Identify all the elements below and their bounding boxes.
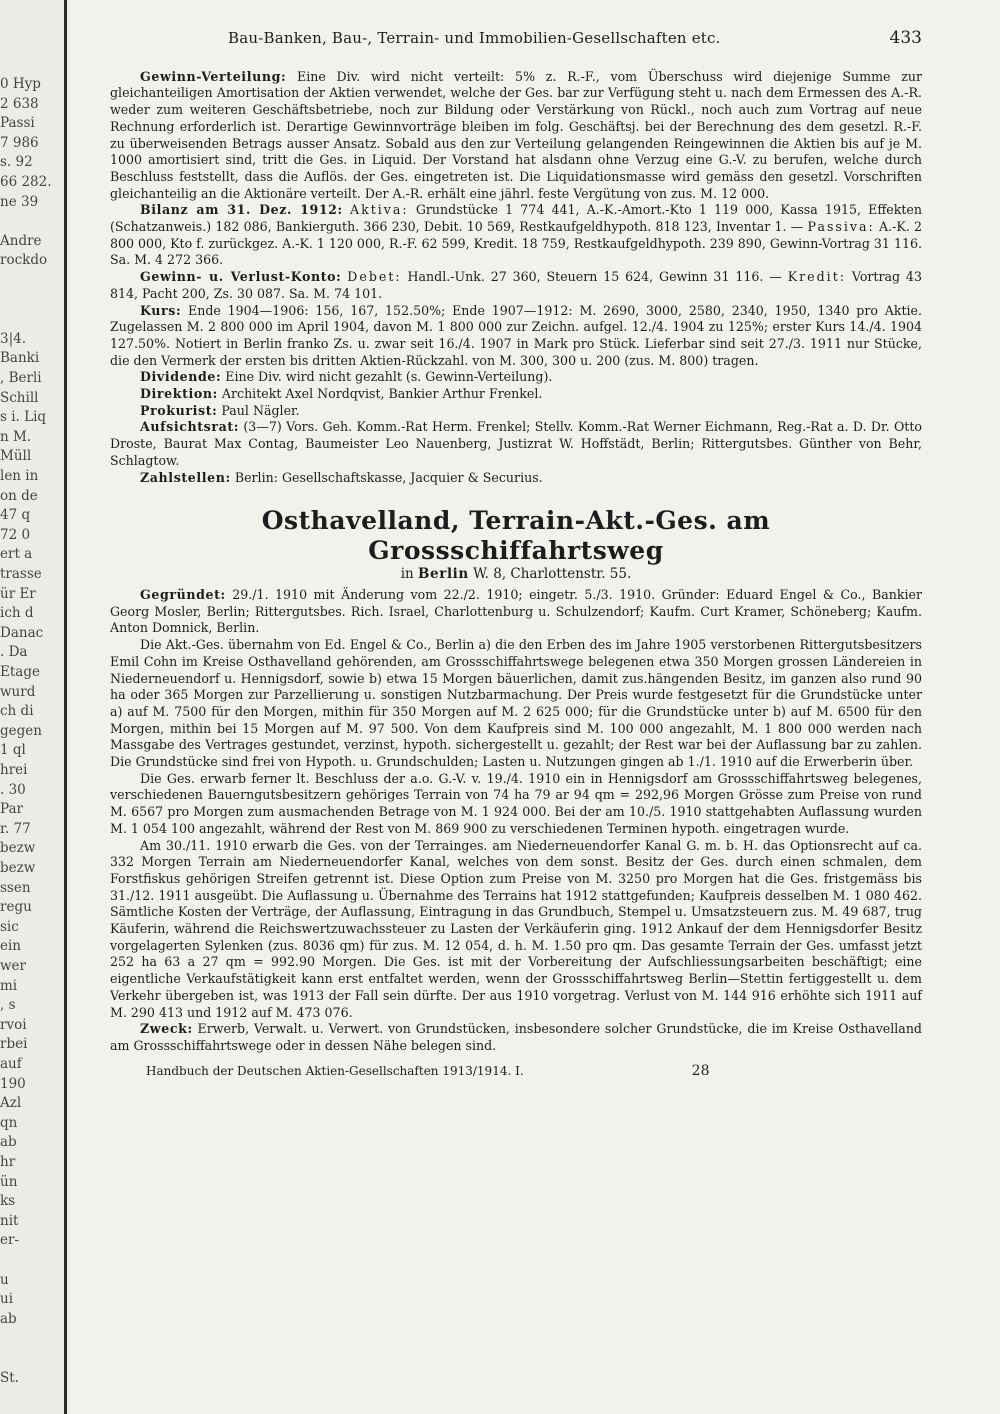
zahlstellen-text: Berlin: Gesellschaftskasse, Jacquier & Securius.	[234, 469, 543, 485]
gutter-fragment: regu	[0, 899, 32, 916]
gutter-fragment: er-	[0, 1232, 20, 1249]
gutter-fragment: . 30	[0, 781, 26, 798]
gutter-fragment: sic	[0, 918, 19, 935]
gutter-fragment: wer	[0, 958, 26, 974]
gutter-fragment: Passi	[0, 115, 35, 132]
signature-mark: 28	[691, 1062, 710, 1079]
gutter-fragment: u	[0, 1271, 9, 1288]
aufsichtsrat-label: Aufsichtsrat:	[140, 419, 240, 435]
bilanz-aktiva: Grundstücke 1 774 441, A.-K.-Amort.-Kto 1 119 000, Kassa 1915, Effekten (Schatzanweis.) 182 086, Bankierguth. 366 230, Debit. 10 569, Restkaufgeldhypoth. 818 123, Inventar 1. —	[110, 202, 922, 235]
gewinn-verteilung-paragraph	[110, 69, 922, 203]
gutter-fragment: rvoi	[0, 1016, 27, 1033]
zweck-label: Zweck:	[140, 1021, 193, 1037]
gutter-fragment: s. 92	[0, 154, 33, 171]
bilanz-passiva: A.-K. 2 800 000, Kto f. zurückgez. A.-K. 1 120 000, R.-F. 62 599, Kredit. 18 759, Restkaufgeldhypoth. 239 890, Gewinn-Vortrag 31 116. Sa. M. 4 272 366.	[110, 219, 922, 268]
gutter-fragment: qn	[0, 1114, 18, 1131]
gutter-fragment: Par	[0, 801, 23, 818]
page-header	[110, 30, 922, 47]
gutter-fragment: hr	[0, 1154, 16, 1170]
gutter-fragment: 72 0	[0, 526, 31, 543]
gutter-fragment: 3|4.	[0, 330, 27, 347]
body-paragraph: Die Akt.-Ges. übernahm von Ed. Engel & Co., Berlin a) die den Erben des im Jahre 1905 verstorbenen Rittergutsbesitzers Emil Cohn im Kreise Osthavelland gehörenden, am Grossschiffahrtswege belegenen etwa 350 Morgen grossen Ländereien in Niederneuendorf u. Hennigsdorf, sowie b) etwa 15 Morgen bäuerlichen, damit zus.hängenden Besitz, im ganzen also rund 90 ha oder 365 Morgen zur Parzellierung u. sonstigen Nutzbarmachung. Der Preis wurde festgesetzt für die Grundstücke unter a) auf M. 7500 für den Morgen, mithin für 350 Morgen auf M. 2 625 000; für die Grundstücke unter b) auf M. 6500 für den Morgen, mithin bei 15 Morgen auf M. 97 500. Von dem Kaufpreis sind M. 100 000 angezahlt, M. 1 800 000 werden nach Massgabe des Vertrages gestundet, verzinst, hypoth. sichergestellt u. gezahlt; der Rest war bei der Auflassung bar zu zahlen. Die Grundstücke sind frei von Hypoth. u. Grundschulden; Lasten u. Nutzungen gingen ab 1./1. 1910 auf die Erwerberin über.	[110, 637, 922, 770]
gutter-fragment: ks	[0, 1193, 16, 1210]
gutter-fragment: Etage	[0, 664, 40, 680]
aktiva-word: Aktiva:	[349, 202, 409, 218]
gegruendet-paragraph	[110, 587, 922, 637]
gutter-fragment: ch di	[0, 703, 34, 720]
direktion-text: Architekt Axel Nordqvist, Bankier Arthur Frenkel.	[221, 386, 543, 402]
dividende-label: Dividende:	[140, 369, 222, 385]
gutter-fragment: Andre	[0, 232, 42, 249]
gewinn-verlust-label: Gewinn- u. Verlust-Konto:	[140, 269, 342, 285]
direktion-label: Direktion:	[140, 386, 218, 402]
page-column	[110, 30, 922, 1079]
gutter-fragment: hrei	[0, 762, 28, 778]
gewinn-verlust-paragraph	[110, 269, 922, 302]
page-binding-rule	[64, 0, 67, 1414]
gutter-fragment: wurd	[0, 683, 36, 700]
gutter-fragment: . Da	[0, 644, 28, 661]
gutter-fragment: rbei	[0, 1036, 28, 1053]
gutter-fragment: ab	[0, 1134, 17, 1151]
zweck-paragraph	[110, 1021, 922, 1054]
gutter-fragment: Azl	[0, 1095, 22, 1112]
direktion-paragraph	[110, 386, 922, 403]
gutter-fragment: n M.	[0, 428, 32, 445]
gutter-fragment: bezw	[0, 840, 36, 857]
gutter-fragment: ert a	[0, 546, 33, 563]
gutter-fragment: 1 ql	[0, 742, 26, 759]
page-number: 433	[889, 28, 922, 48]
page-footer	[110, 1063, 922, 1080]
gutter-fragment: 7 986	[0, 134, 39, 151]
gewinn-verteilung-text: Eine Div. wird nicht verteilt: 5% z. R.-F., vom Überschuss wird diejenige Summe zur gleichanteiligen Amortisation der Aktien verwendet, welche der Ges. bar zur Verfügung steht u. nach dem Ermessen des A.-R. weder zum weiteren Geschäftsbetriebe, noch zur Bildung oder Verstärkung von Rückl., noch auch zum Vortrag auf neue Rechnung erforderlich ist. Derartige Gewinnvorträge bleiben im folg. Geschäftsj. bei der Berechnung des dem gesetzl. R.-F. zu überweisenden Betrags ausser Ansatz. Sobald aus den zur Verteilung gelangenden Reingewinnen die Aktien bis auf je M. 1000 amortisiert sind, tritt die Ges. in Liquid. Der Vorstand hat alsdann ohne Verzug eine G.-V. zu berufen, welche durch Beschluss feststellt, dass die Auflös. der Ges. eingetreten ist. Die Liquidationsmasse wird gemäss den gesetzl. Vorschriften gleichanteilig an die Aktionäre verteilt. Der A.-R. erhält eine jährl. feste Vergütung von zus. M. 12 000.	[110, 68, 922, 201]
kredit-word: Kredit:	[787, 269, 846, 285]
gutter-fragment: , Berli	[0, 370, 42, 386]
gutter-fragment: rockdo	[0, 252, 48, 269]
gutter-fragment: ün	[0, 1173, 18, 1190]
location-city: Berlin	[418, 566, 469, 583]
gutter-fragment: ich d	[0, 605, 34, 622]
debet-word: Debet:	[347, 269, 402, 285]
gutter-fragment: mi	[0, 977, 18, 994]
gutter-fragment: nit	[0, 1212, 19, 1229]
body-paragraph: Am 30./11. 1910 erwarb die Ges. von der Terrainges. am Niederneuendorfer Kanal G. m. b. H. das Optionsrecht auf ca. 332 Morgen Terrain am Niederneuendorfer Kanal, welches von dem sonst. Besitz der Ges. durch einen schmalen, dem Forstfiskus gehörigen Streifen getrennt ist. Diese Option zum Preise von M. 3250 pro Morgen hat die Ges. fristgemäss bis 31./12. 1911 ausgeübt. Die Auflassung u. Übernahme des Terrains hat 1912 stattgefunden; Kaufpreis desselben M. 1 080 462. Sämtliche Kosten der Verträge, der Auflassung, Eintragung in das Grundbuch, Stempel u. Umsatzsteuern zus. M. 49 687, trug Käuferin, während die Reichswertzuwachssteuer zu Lasten der Verkäuferin ging. 1912 Ankauf der dem Hennigsdorfer Besitz vorgelagerten Sylenken (zus. 8036 qm) für zus. M. 12 054, d. h. M. 1.50 pro qm. Das gesamte Terrain der Ges. umfasst jetzt 252 ha 63 a 27 qm = 992.90 Morgen. Die Ges. ist mit der Vorbereitung der Aufschliessungsarbeiten beschäftigt; eine eigentliche Verkaufstätigkeit kann erst entfaltet werden, wenn der Grossschiffahrtsweg Berlin—Stettin fertiggestellt u. dem Verkehr übergeben ist, was 1913 der Fall sein dürfte. Der aus 1910 vorgetrag. Verlust von M. 144 916 erhöhte sich 1911 auf M. 290 413 und 1912 auf M. 473 076.	[110, 837, 922, 1020]
gegruendet-label: Gegründet:	[140, 586, 226, 602]
bilanz-paragraph	[110, 202, 922, 269]
gutter-fragment: Müll	[0, 448, 32, 465]
gutter-fragment: gegen	[0, 722, 42, 739]
running-title: Bau-Banken, Bau-, Terrain- und Immobilien-Gesellschaften etc.	[228, 29, 721, 47]
konto-kredit: Vortrag 43 814, Pacht 200, Zs. 30 087. Sa. M. 74 101.	[110, 269, 922, 301]
passiva-word: Passiva:	[807, 219, 875, 235]
gutter-fragment: 190	[0, 1075, 26, 1092]
location-prefix: in	[400, 566, 414, 583]
gewinn-verteilung-label: Gewinn-Verteilung:	[140, 68, 287, 84]
firm-location	[110, 566, 922, 583]
gutter-fragment: r. 77	[0, 820, 31, 837]
aufsichtsrat-text: (3—7) Vors. Geh. Komm.-Rat Herm. Frenkel; Stellv. Komm.-Rat Werner Eichmann, Reg.-Rat a. D. Dr. Otto Droste, Baurat Max Contag, Baumeister Leo Nauenberg, Justizrat W. Hoffstädt, Berlin; Rittergutsbes. Günther von Behr, Schlagtow.	[110, 419, 922, 468]
gutter-fragment: Banki	[0, 350, 40, 367]
adjacent-page-edge	[0, 0, 70, 1414]
gutter-fragment: ssen	[0, 879, 31, 896]
firm-title: Osthavelland, Terrain-Akt.-Ges. am Grossschiffahrtsweg	[261, 506, 771, 566]
gutter-fragment: s i. Liq	[0, 409, 47, 426]
gutter-fragment: ne 39	[0, 193, 39, 210]
gutter-fragment: Schill	[0, 389, 39, 406]
prokurist-text: Paul Nägler.	[221, 402, 300, 418]
gutter-fragment: 66 282.	[0, 174, 52, 190]
gutter-fragment: ui	[0, 1291, 14, 1308]
aufsichtsrat-paragraph	[110, 419, 922, 469]
gutter-fragment: ein	[0, 938, 22, 955]
dividende-paragraph	[110, 369, 922, 386]
prokurist-label: Prokurist:	[140, 402, 218, 418]
bilanz-label: Bilanz am 31. Dez. 1912:	[140, 202, 343, 218]
gutter-fragment: trasse	[0, 566, 42, 582]
gutter-fragment: ab	[0, 1310, 17, 1327]
kurs-paragraph	[110, 303, 922, 370]
gutter-fragment: St.	[0, 1369, 19, 1386]
zweck-text: Erwerb, Verwalt. u. Verwert. von Grundstücken, insbesondere solcher Grundstücke, die im Kreise Osthavelland am Grossschiffahrtswege oder in dessen Nähe belegen sind.	[110, 1021, 922, 1053]
gutter-fragment: 47 q	[0, 507, 31, 524]
gutter-fragment: Danac	[0, 624, 44, 641]
gutter-fragment: len in	[0, 468, 39, 484]
gutter-fragment: ür Er	[0, 585, 36, 602]
gutter-fragment: bezw	[0, 860, 36, 876]
gegruendet-text: 29./1. 1910 mit Änderung vom 22./2. 1910; eingetr. 5./3. 1910. Gründer: Eduard Engel & Co., Bankier Georg Mosler, Berlin; Rittergutsbes. Rich. Israel, Charlottenburg u. Schulzendorf; Kaufm. Curt Kramer, Schöneberg; Kaufm. Anton Domnick, Berlin.	[110, 586, 922, 636]
zahlstellen-label: Zahlstellen:	[140, 469, 231, 485]
gutter-fragment: 0 Hyp	[0, 76, 41, 92]
kurs-text: Ende 1904—1906: 156, 167, 152.50%; Ende 1907—1912: M. 2690, 3000, 2580, 2340, 1950, 1340 pro Aktie. Zugelassen M. 2 800 000 im April 1904, davon M. 1 800 000 zur Zeichn. aufgel. 12./4. 1904 zu 125%; erster Kurs 14./4. 1904 127.50%. Notiert in Berlin franko Zs. u. zwar seit 16./4. 1907 in Mark pro Stück. Lieferbar sind seit 27./3. 1911 nur Stücke, die den Vermerk der ersten bis dritten Aktien-Rückzahl. von M. 300, 300 u. 200 (zus. M. 800) tragen.	[110, 302, 922, 368]
kurs-label: Kurs:	[140, 302, 182, 318]
gutter-fragment: , s	[0, 997, 16, 1014]
konto-debet: Handl.-Unk. 27 360, Steuern 15 624, Gewinn 31 116. —	[407, 269, 782, 285]
gutter-fragment: on de	[0, 487, 38, 504]
footer-publication: Handbuch der Deutschen Aktien-Gesellschaften 1913/1914. I.	[146, 1063, 524, 1078]
zahlstellen-paragraph	[110, 470, 922, 487]
gutter-fragment: auf	[0, 1056, 22, 1072]
dividende-text: Eine Div. wird nicht gezahlt (s. Gewinn-Verteilung).	[225, 369, 553, 385]
location-address: W. 8, Charlottenstr. 55.	[473, 566, 632, 583]
gutter-fragment: 2 638	[0, 95, 39, 112]
prokurist-paragraph	[110, 403, 922, 420]
body-paragraph: Die Ges. erwarb ferner lt. Beschluss der a.o. G.-V. v. 19./4. 1910 ein in Hennigsdorf am Grossschiffahrtsweg belegenes, verschiedenen Bauerngutsbesitzern gehöriges Terrain von 74 ha 79 ar 94 qm = 292,96 Morgen Grösse zum Preise von rund M. 6567 pro Morgen zum ausmachenden Betrage von M. 1 924 000. Bei der am 10./5. 1910 stattgehabten Auflassung wurden M. 1 054 100 angezahlt, während der Rest von M. 869 900 zu verschiedenen Terminen hypoth. eingetragen wurde.	[110, 770, 922, 836]
